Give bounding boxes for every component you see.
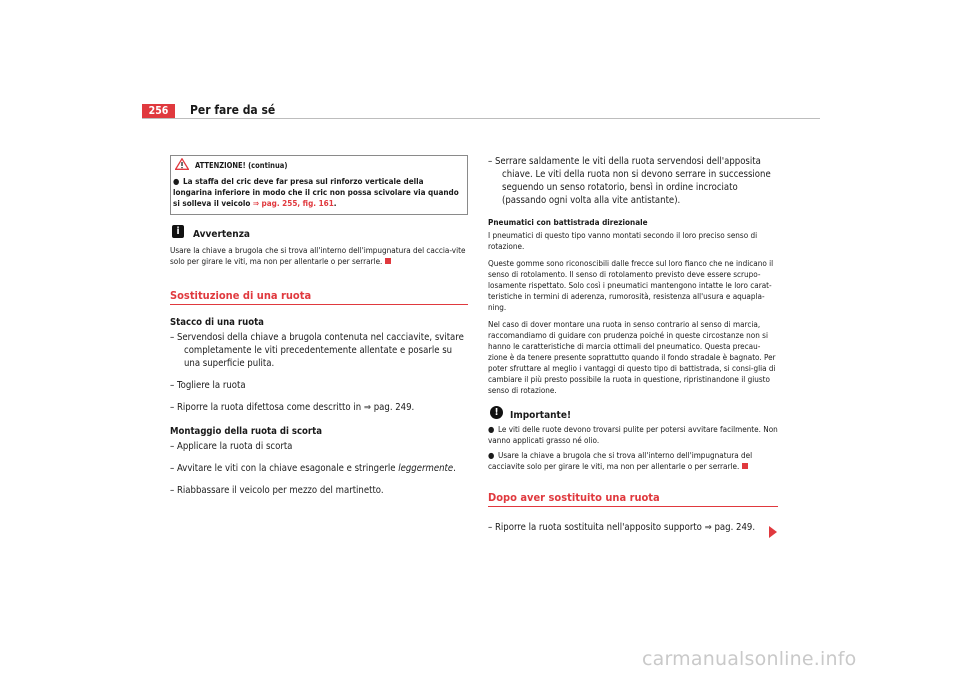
header-divider (142, 118, 820, 119)
step-item: – Avvitare le viti con la chiave esagonale e stringerle leggermente. (170, 463, 456, 474)
warning-header (171, 156, 467, 173)
section-title-sostituzione: Sostituzione di una ruota (170, 290, 468, 305)
step-item: – Serrare saldamente le viti della ruota servendosi dell'apposita chiave. Le viti della ruota non si devono serrare in successione seguendo un senso rotatorio, bensì in ordine incrociato (passando ogni volta alla vite antistante). (488, 156, 771, 206)
paragraph: Queste gomme sono riconoscibili dalle frecce sul loro fianco che ne indicano il senso di rotolamento. Il senso di rotolamento previsto deve essere scrupo-losamente rispettato. Solo così i pneumatici mantengono intatte le loro carat-teristiche in termini di aderenza, rumorosità, resistenza all'usura e aquapla-ning. (488, 258, 774, 312)
note-text: Usare la chiave a brugola che si trova all'interno dell'impugnatura del caccia-vite solo per girare le viti, ma non per allentarle o per serrarle. (170, 245, 466, 266)
bullet-icon: ● (173, 176, 180, 186)
important-header (488, 406, 778, 424)
paragraph: I pneumatici di questo tipo vanno montati secondo il loro preciso senso di rotazione. (488, 230, 758, 251)
step-item: – Applicare la ruota di scorta (170, 441, 293, 452)
left-column (170, 155, 468, 506)
right-column (488, 155, 778, 543)
warning-text: ● La staffa del cric deve far presa sul rinforzo verticale della longarina inferiore in modo che il cric non possa scivolare via quando si solleva il veicolo ⇒ pag. 255, fig. 161. (173, 176, 459, 208)
important-bullet: ● Le viti delle ruote devono trovarsi pulite per potersi avvitare facilmente. Non vanno applicati grasso né olio. (488, 424, 778, 445)
end-mark-icon (742, 463, 748, 469)
important-icon: ! (490, 406, 503, 419)
paragraph: Nel caso di dover montare una ruota in senso contrario al senso di marcia, raccomandiamo di guidare con prudenza poiché in queste circostanze non si hanno le caratteristiche di marcia ottimali del pneumatico. Questa precau-zione è da tenere presente soprattutto quando il fondo stradale è bagnato. Per poter sfruttare al meglio i vantaggi di questo tipo di battistrada, si consi-glia di cambiare il più presto possibile la ruota in questione, ripristinandone il giusto senso di rotazione. (488, 319, 776, 395)
note-header (170, 225, 468, 245)
step-item: – Riporre la ruota difettosa come descritto in ⇒ pag. 249. (170, 402, 415, 413)
step-item: – Servendosi della chiave a brugola contenuta nel cacciavite, svitare completamente le viti precedentemente allentate e posarle su una superficie pulita. (170, 332, 464, 369)
warning-triangle-icon (175, 158, 189, 170)
subheading-stacco: Stacco di una ruota (170, 317, 264, 328)
warning-title: ATTENZIONE! (continua) (195, 161, 288, 170)
subheading-pneumatici: Pneumatici con battistrada direzionale (488, 217, 648, 227)
note-title: Avvertenza (193, 229, 250, 240)
bullet-icon: ● (488, 450, 495, 460)
section-title-dopo: Dopo aver sostituito una ruota (488, 492, 778, 507)
page-header-title: Per fare da sé (190, 103, 276, 117)
watermark: carmanualsonline.info (642, 648, 857, 670)
important-bullet: ● Usare la chiave a brugola che si trova all'interno dell'impugnatura del cacciavite solo per girare le viti, ma non per allentarle o per serrarle. (488, 450, 753, 471)
step-item: – Togliere la ruota (170, 380, 246, 391)
step-item: – Riporre la ruota sostituita nell'apposito supporto ⇒ pag. 249. (488, 522, 756, 533)
subheading-montaggio: Montaggio della ruota di scorta (170, 426, 322, 437)
warning-box (170, 155, 468, 215)
note-icon: i (172, 225, 184, 238)
important-title: Importante! (510, 410, 572, 421)
warning-bullet-text: La staffa del cric deve far presa sul rinforzo verticale della longarina inferiore in modo che il cric non possa scivolare via quando si solleva il veicolo (173, 176, 459, 208)
warning-xref[interactable]: ⇒ pag. 255, fig. 161 (252, 198, 334, 208)
end-mark-icon (385, 258, 391, 264)
step-item: – Riabbassare il veicolo per mezzo del martinetto. (170, 485, 384, 496)
next-page-arrow-icon[interactable] (769, 526, 777, 538)
page-number: 256 (142, 104, 175, 118)
bullet-icon: ● (488, 424, 495, 434)
